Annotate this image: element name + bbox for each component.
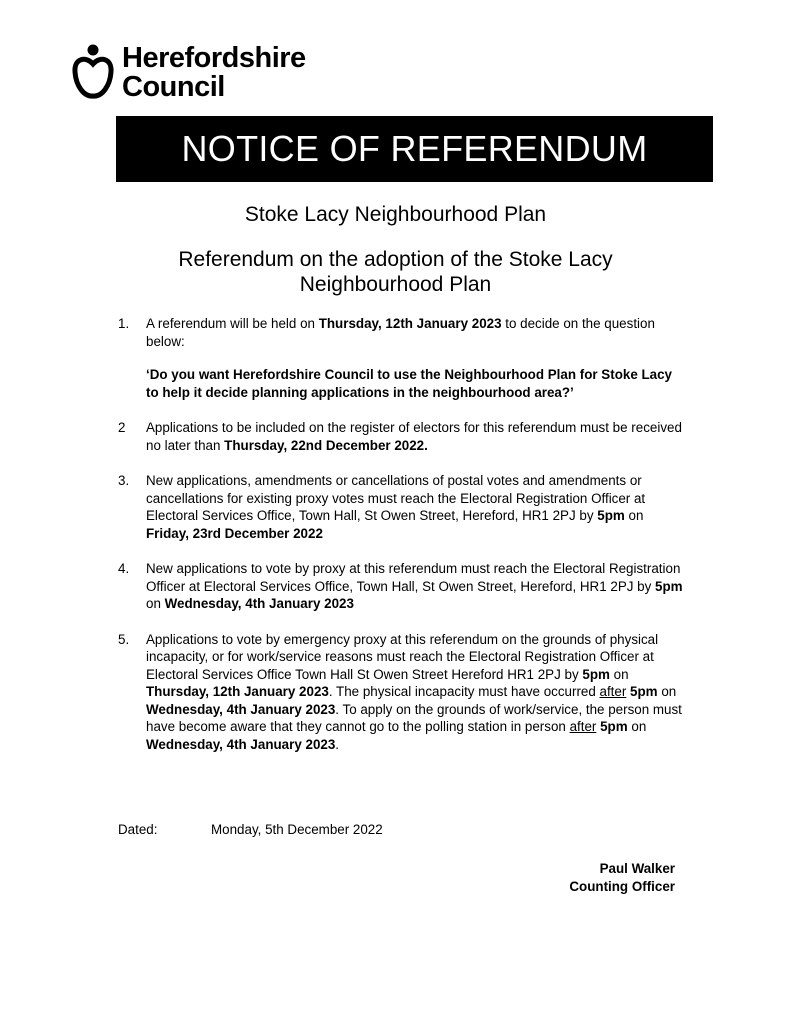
item-underline: after [569,719,597,734]
item-bold: Thursday, 12th January 2023 [318,316,502,331]
item-text: A referendum will be held on [146,316,319,331]
item-bold: 5pm [655,578,683,594]
apple-icon [72,44,116,102]
item-text: Applications to vote by emergency proxy at this referendum on the grounds of physical incapacity, or for work/service reasons must reach the Electoral Registration Officer at Electoral Services Office Town Hall St Owen Street Hereford HR1 2PJ by [146,631,659,682]
item-bold: 5pm [597,508,625,523]
item-text: on [627,719,647,734]
item-bold: Wednesday, 4th January 2023 [146,736,336,752]
notice-item-4 [118,560,688,613]
item-bold: 5pm [600,719,628,734]
subtitle-line-1: Referendum on the adoption of the Stoke Lacy [178,248,613,271]
item-text: New applications, amendments or cancellations of postal votes and amendments or cancellations for existing proxy votes must reach the Electoral Registration Officer at Electoral Services Office, Town Hall, St Owen Street, Hereford, HR1 2PJ by [146,473,646,523]
item-text: on [609,666,629,682]
item-number: 5. [118,631,130,647]
item-underline: after [599,684,627,699]
item-text: on [657,684,677,699]
item-number: 3. [118,473,130,488]
subtitle-line-2: Neighbourhood Plan [299,273,492,296]
item-bold: Thursday, 12th January 2023 [146,684,329,699]
notice-item-5 [118,631,688,754]
item-text: on [146,596,165,611]
notice-banner: NOTICE OF REFERENDUM [116,116,713,182]
item-text: on [624,508,644,523]
item-bold: 5pm [630,684,658,699]
notice-item-1 [118,315,688,401]
dated-value: Monday, 5th December 2022 [211,822,383,837]
item-text: Applications to be included on the register of electors for this referendum must be received no later than [146,420,682,453]
plan-title: Stoke Lacy Neighbourhood Plan [244,203,547,226]
item-bold: Thursday, 22nd December 2022. [224,437,428,453]
referendum-question: ‘Do you want Herefordshire Council to use the Neighbourhood Plan for Stoke Lacy to help it decide planning applications in the neighbourhood area?’ [146,367,673,400]
council-logo [72,44,342,106]
item-number: 1. [118,316,130,331]
notice-item-3 [118,472,688,542]
item-number: 2 [118,420,126,435]
referendum-subtitle [0,247,791,297]
item-bold: Wednesday, 4th January 2023 [164,596,354,611]
logo-line-1: Herefordshire [122,42,306,74]
notice-item-2 [118,419,688,454]
dated-line [118,822,383,837]
item-text: . To apply on the grounds of work/service, the person must have become aware that they cannot go to the polling station in person [146,701,682,734]
signer-title: Counting Officer [569,879,675,894]
item-text: to decide on the question below: [146,316,655,349]
item-bold: Friday, 23rd December 2022 [146,525,323,541]
signature-block [569,860,675,896]
item-bold: Wednesday, 4th January 2023 [146,701,336,717]
notice-items [118,315,688,771]
item-bold: 5pm [582,666,610,682]
item-text: . The physical incapacity must have occurred [328,684,600,699]
item-text: . [335,736,340,752]
signer-name: Paul Walker [599,861,675,876]
item-number: 4. [118,561,130,576]
logo-line-2: Council [122,71,225,103]
item-text: New applications to vote by proxy at this referendum must reach the Electoral Registration Officer at Electoral Services Office, Town Hall, St Owen Street, Hereford, HR1 2PJ by [146,561,681,594]
dated-label: Dated: [118,822,158,837]
